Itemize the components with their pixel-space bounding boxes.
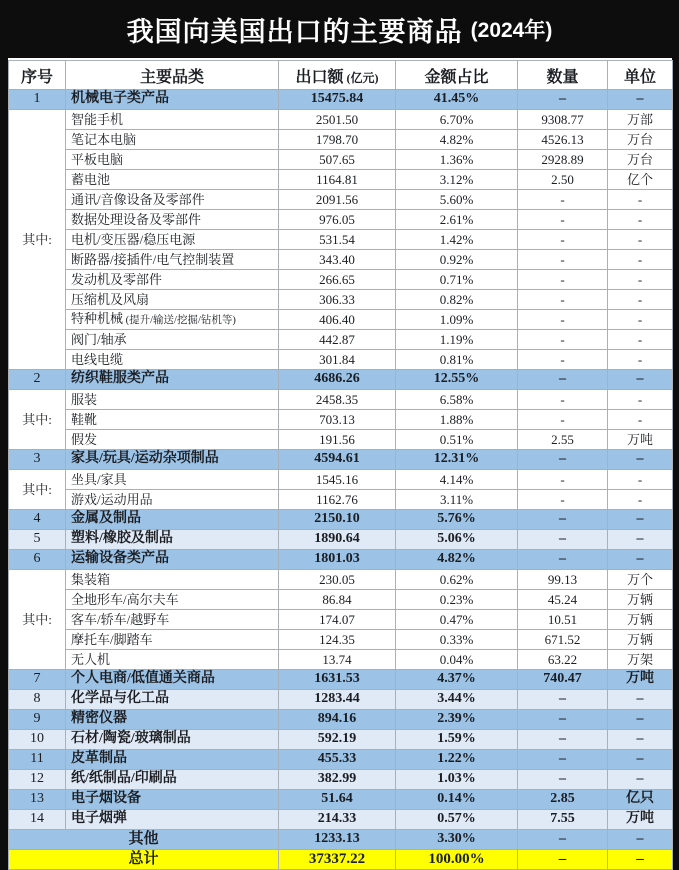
share-cell: 0.92% xyxy=(396,250,518,270)
unit-cell: – xyxy=(608,770,673,790)
quantity-cell: - xyxy=(518,270,608,290)
unit-cell: - xyxy=(608,230,673,250)
quantity-cell: - xyxy=(518,250,608,270)
table-row xyxy=(9,210,673,230)
group-label-cell: 其中: xyxy=(9,390,66,450)
unit-cell: 万台 xyxy=(608,150,673,170)
share-cell: 100.00% xyxy=(396,850,518,870)
unit-cell: - xyxy=(608,190,673,210)
table-row xyxy=(9,850,673,870)
share-cell: 0.14% xyxy=(396,790,518,810)
category-cell: 平板电脑 xyxy=(66,150,279,170)
table-row xyxy=(9,750,673,770)
quantity-cell: – xyxy=(518,690,608,710)
unit-cell: 万吨 xyxy=(608,670,673,690)
category-cell: 精密仪器 xyxy=(66,710,279,730)
category-cell: 坐具/家具 xyxy=(66,470,279,490)
quantity-cell: - xyxy=(518,190,608,210)
export-value-cell: 976.05 xyxy=(279,210,396,230)
share-cell: 0.04% xyxy=(396,650,518,670)
category-cell: 电子烟弹 xyxy=(66,810,279,830)
quantity-cell: - xyxy=(518,310,608,330)
quantity-cell: – xyxy=(518,550,608,570)
export-value-cell: 1631.53 xyxy=(279,670,396,690)
category-cell: 电线电缆 xyxy=(66,350,279,370)
unit-cell: - xyxy=(608,390,673,410)
unit-cell: – xyxy=(608,450,673,470)
seq-cell: 10 xyxy=(9,730,66,750)
unit-cell: 万辆 xyxy=(608,590,673,610)
export-value-cell: 191.56 xyxy=(279,430,396,450)
unit-cell: - xyxy=(608,250,673,270)
share-cell: 0.57% xyxy=(396,810,518,830)
seq-cell: 12 xyxy=(9,770,66,790)
export-value-cell: 592.19 xyxy=(279,730,396,750)
quantity-cell: - xyxy=(518,290,608,310)
col-header: 金额占比 xyxy=(396,61,518,90)
quantity-cell: - xyxy=(518,410,608,430)
quantity-cell: 10.51 xyxy=(518,610,608,630)
unit-cell: – xyxy=(608,830,673,850)
category-cell: 假发 xyxy=(66,430,279,450)
seq-cell: 8 xyxy=(9,690,66,710)
quantity-cell: 740.47 xyxy=(518,670,608,690)
table-row xyxy=(9,510,673,530)
export-value-cell: 1890.64 xyxy=(279,530,396,550)
export-value-cell: 703.13 xyxy=(279,410,396,430)
table-row xyxy=(9,650,673,670)
share-cell: 0.82% xyxy=(396,290,518,310)
export-value-cell: 531.54 xyxy=(279,230,396,250)
share-cell: 5.06% xyxy=(396,530,518,550)
col-header: 序号 xyxy=(9,61,66,90)
unit-cell: - xyxy=(608,490,673,510)
unit-cell: 万架 xyxy=(608,650,673,670)
unit-cell: – xyxy=(608,730,673,750)
unit-cell: – xyxy=(608,850,673,870)
table-row xyxy=(9,490,673,510)
category-cell: 纺织鞋服类产品 xyxy=(66,370,279,390)
export-value-cell: 1233.13 xyxy=(279,830,396,850)
table-row xyxy=(9,90,673,110)
export-value-cell: 442.87 xyxy=(279,330,396,350)
export-value-cell: 2150.10 xyxy=(279,510,396,530)
category-cell: 电子烟设备 xyxy=(66,790,279,810)
export-value-cell: 507.65 xyxy=(279,150,396,170)
quantity-cell: – xyxy=(518,770,608,790)
share-cell: 0.33% xyxy=(396,630,518,650)
unit-cell: - xyxy=(608,310,673,330)
seq-cell: 13 xyxy=(9,790,66,810)
export-value-cell: 894.16 xyxy=(279,710,396,730)
export-table xyxy=(8,60,673,870)
quantity-cell: - xyxy=(518,390,608,410)
category-cell: 笔记本电脑 xyxy=(66,130,279,150)
unit-cell: 万吨 xyxy=(608,810,673,830)
export-value-cell: 382.99 xyxy=(279,770,396,790)
category-cell: 全地形车/高尔夫车 xyxy=(66,590,279,610)
table-row xyxy=(9,570,673,590)
export-value-cell: 1801.03 xyxy=(279,550,396,570)
quantity-cell: – xyxy=(518,510,608,530)
share-cell: 1.42% xyxy=(396,230,518,250)
unit-cell: 万吨 xyxy=(608,430,673,450)
share-cell: 3.44% xyxy=(396,690,518,710)
quantity-cell: 99.13 xyxy=(518,570,608,590)
quantity-cell: – xyxy=(518,730,608,750)
seq-cell: 4 xyxy=(9,510,66,530)
quantity-cell: – xyxy=(518,750,608,770)
table-row xyxy=(9,710,673,730)
share-cell: 5.76% xyxy=(396,510,518,530)
table-body xyxy=(9,90,673,870)
table-row xyxy=(9,690,673,710)
seq-cell: 14 xyxy=(9,810,66,830)
category-cell: 皮革制品 xyxy=(66,750,279,770)
quantity-cell: - xyxy=(518,210,608,230)
col-header: 主要品类 xyxy=(66,61,279,90)
category-cell: 摩托车/脚踏车 xyxy=(66,630,279,650)
table-area xyxy=(8,58,672,867)
unit-cell: 万辆 xyxy=(608,630,673,650)
unit-cell: – xyxy=(608,370,673,390)
unit-cell: - xyxy=(608,330,673,350)
table-row xyxy=(9,470,673,490)
group-label-cell: 其中: xyxy=(9,470,66,510)
category-cell: 总计 xyxy=(9,850,279,870)
table-row xyxy=(9,170,673,190)
quantity-cell: - xyxy=(518,470,608,490)
quantity-cell: – xyxy=(518,530,608,550)
quantity-cell: 45.24 xyxy=(518,590,608,610)
seq-cell: 7 xyxy=(9,670,66,690)
share-cell: 2.39% xyxy=(396,710,518,730)
table-row xyxy=(9,370,673,390)
unit-cell: – xyxy=(608,710,673,730)
seq-cell: 1 xyxy=(9,90,66,110)
category-cell: 石材/陶瓷/玻璃制品 xyxy=(66,730,279,750)
share-cell: 12.31% xyxy=(396,450,518,470)
category-cell: 发动机及零部件 xyxy=(66,270,279,290)
table-row xyxy=(9,350,673,370)
table-header xyxy=(9,61,673,90)
export-value-cell: 2458.35 xyxy=(279,390,396,410)
category-cell: 其他 xyxy=(9,830,279,850)
quantity-cell: – xyxy=(518,710,608,730)
category-cell: 塑料/橡胶及制品 xyxy=(66,530,279,550)
share-cell: 0.71% xyxy=(396,270,518,290)
category-cell: 鞋靴 xyxy=(66,410,279,430)
share-cell: 0.51% xyxy=(396,430,518,450)
share-cell: 0.23% xyxy=(396,590,518,610)
table-row xyxy=(9,430,673,450)
share-cell: 6.58% xyxy=(396,390,518,410)
table-row xyxy=(9,290,673,310)
share-cell: 41.45% xyxy=(396,90,518,110)
category-cell: 化学品与化工品 xyxy=(66,690,279,710)
title-bar xyxy=(0,0,679,58)
table-row xyxy=(9,130,673,150)
col-header: 出口额 (亿元) xyxy=(279,61,396,90)
table-row xyxy=(9,190,673,210)
category-cell: 无人机 xyxy=(66,650,279,670)
share-cell: 2.61% xyxy=(396,210,518,230)
export-value-cell: 2501.50 xyxy=(279,110,396,130)
unit-cell: 亿只 xyxy=(608,790,673,810)
export-value-cell: 124.35 xyxy=(279,630,396,650)
table-row xyxy=(9,770,673,790)
unit-cell: 万台 xyxy=(608,130,673,150)
unit-cell: 万个 xyxy=(608,570,673,590)
unit-cell: – xyxy=(608,550,673,570)
table-row xyxy=(9,230,673,250)
table-row xyxy=(9,530,673,550)
category-cell: 断路器/接插件/电气控制装置 xyxy=(66,250,279,270)
share-cell: 4.82% xyxy=(396,550,518,570)
export-value-cell: 214.33 xyxy=(279,810,396,830)
category-cell: 纸/纸制品/印刷品 xyxy=(66,770,279,790)
table-row xyxy=(9,630,673,650)
quantity-cell: 2928.89 xyxy=(518,150,608,170)
share-cell: 5.60% xyxy=(396,190,518,210)
share-cell: 4.14% xyxy=(396,470,518,490)
group-label-cell: 其中: xyxy=(9,110,66,370)
seq-cell: 11 xyxy=(9,750,66,770)
share-cell: 3.12% xyxy=(396,170,518,190)
quantity-cell: 4526.13 xyxy=(518,130,608,150)
group-label-cell: 其中: xyxy=(9,570,66,670)
seq-cell: 9 xyxy=(9,710,66,730)
export-value-cell: 86.84 xyxy=(279,590,396,610)
export-value-cell: 306.33 xyxy=(279,290,396,310)
quantity-cell: 2.50 xyxy=(518,170,608,190)
unit-cell: - xyxy=(608,350,673,370)
share-cell: 1.36% xyxy=(396,150,518,170)
seq-cell: 5 xyxy=(9,530,66,550)
category-cell: 个人电商/低值通关商品 xyxy=(66,670,279,690)
category-cell: 通讯/音像设备及零部件 xyxy=(66,190,279,210)
seq-cell: 2 xyxy=(9,370,66,390)
page-title: 我国向美国出口的主要商品 xyxy=(126,16,463,47)
quantity-cell: – xyxy=(518,450,608,470)
category-cell: 运输设备类产品 xyxy=(66,550,279,570)
export-value-cell: 174.07 xyxy=(279,610,396,630)
quantity-cell: – xyxy=(518,830,608,850)
col-header: 数量 xyxy=(518,61,608,90)
quantity-cell: – xyxy=(518,850,608,870)
share-cell: 4.37% xyxy=(396,670,518,690)
category-cell: 金属及制品 xyxy=(66,510,279,530)
category-cell: 游戏/运动用品 xyxy=(66,490,279,510)
share-cell: 1.22% xyxy=(396,750,518,770)
table-row xyxy=(9,670,673,690)
unit-cell: - xyxy=(608,470,673,490)
table-row xyxy=(9,270,673,290)
table-row xyxy=(9,830,673,850)
seq-cell: 6 xyxy=(9,550,66,570)
table-row xyxy=(9,550,673,570)
unit-cell: – xyxy=(608,530,673,550)
export-value-cell: 301.84 xyxy=(279,350,396,370)
quantity-cell: – xyxy=(518,370,608,390)
share-cell: 4.82% xyxy=(396,130,518,150)
quantity-cell: - xyxy=(518,490,608,510)
export-value-cell: 13.74 xyxy=(279,650,396,670)
table-row xyxy=(9,150,673,170)
quantity-cell: 2.55 xyxy=(518,430,608,450)
category-cell: 蓄电池 xyxy=(66,170,279,190)
unit-cell: 万部 xyxy=(608,110,673,130)
table-row xyxy=(9,810,673,830)
table-row xyxy=(9,250,673,270)
unit-cell: – xyxy=(608,690,673,710)
category-note: (提升/输送/挖掘/钻机等) xyxy=(123,315,236,327)
unit-cell: – xyxy=(608,510,673,530)
unit-cell: - xyxy=(608,270,673,290)
table-row xyxy=(9,110,673,130)
unit-cell: – xyxy=(608,750,673,770)
category-cell: 电机/变压器/稳压电源 xyxy=(66,230,279,250)
export-value-cell: 1162.76 xyxy=(279,490,396,510)
table-row xyxy=(9,310,673,330)
table-row xyxy=(9,730,673,750)
export-value-cell: 266.65 xyxy=(279,270,396,290)
unit-cell: - xyxy=(608,410,673,430)
table-row xyxy=(9,330,673,350)
export-value-cell: 455.33 xyxy=(279,750,396,770)
category-cell: 家具/玩具/运动杂项制品 xyxy=(66,450,279,470)
table-row xyxy=(9,450,673,470)
quantity-cell: 7.55 xyxy=(518,810,608,830)
share-cell: 12.55% xyxy=(396,370,518,390)
unit-cell: 亿个 xyxy=(608,170,673,190)
export-value-cell: 230.05 xyxy=(279,570,396,590)
export-value-cell: 1164.81 xyxy=(279,170,396,190)
table-row xyxy=(9,610,673,630)
quantity-cell: - xyxy=(518,230,608,250)
unit-cell: - xyxy=(608,210,673,230)
category-cell: 服装 xyxy=(66,390,279,410)
share-cell: 0.81% xyxy=(396,350,518,370)
export-value-cell: 15475.84 xyxy=(279,90,396,110)
export-value-cell: 51.64 xyxy=(279,790,396,810)
share-cell: 0.47% xyxy=(396,610,518,630)
page-title-year: (2024年) xyxy=(470,19,553,42)
unit-cell: – xyxy=(608,90,673,110)
export-value-cell: 343.40 xyxy=(279,250,396,270)
export-value-cell: 1798.70 xyxy=(279,130,396,150)
export-value-cell: 1545.16 xyxy=(279,470,396,490)
quantity-cell: 9308.77 xyxy=(518,110,608,130)
quantity-cell: 2.85 xyxy=(518,790,608,810)
quantity-cell: - xyxy=(518,330,608,350)
table-row xyxy=(9,790,673,810)
export-value-cell: 2091.56 xyxy=(279,190,396,210)
table-row xyxy=(9,410,673,430)
category-cell: 阀门/轴承 xyxy=(66,330,279,350)
share-cell: 1.88% xyxy=(396,410,518,430)
header-row xyxy=(9,61,673,90)
category-cell: 智能手机 xyxy=(66,110,279,130)
quantity-cell: 63.22 xyxy=(518,650,608,670)
col-header-note: (亿元) xyxy=(343,70,379,85)
share-cell: 1.19% xyxy=(396,330,518,350)
col-header: 单位 xyxy=(608,61,673,90)
export-value-cell: 37337.22 xyxy=(279,850,396,870)
export-value-cell: 1283.44 xyxy=(279,690,396,710)
unit-cell: 万辆 xyxy=(608,610,673,630)
category-cell: 集装箱 xyxy=(66,570,279,590)
quantity-cell: 671.52 xyxy=(518,630,608,650)
quantity-cell: – xyxy=(518,90,608,110)
share-cell: 3.30% xyxy=(396,830,518,850)
category-cell: 客车/轿车/越野车 xyxy=(66,610,279,630)
unit-cell: - xyxy=(608,290,673,310)
quantity-cell: - xyxy=(518,350,608,370)
table-row xyxy=(9,390,673,410)
seq-cell: 3 xyxy=(9,450,66,470)
category-cell: 特种机械 (提升/输送/挖掘/钻机等) xyxy=(66,310,279,330)
share-cell: 0.62% xyxy=(396,570,518,590)
category-cell: 压缩机及风扇 xyxy=(66,290,279,310)
table-row xyxy=(9,590,673,610)
share-cell: 1.03% xyxy=(396,770,518,790)
category-cell: 数据处理设备及零部件 xyxy=(66,210,279,230)
export-value-cell: 4686.26 xyxy=(279,370,396,390)
share-cell: 1.09% xyxy=(396,310,518,330)
export-value-cell: 4594.61 xyxy=(279,450,396,470)
export-value-cell: 406.40 xyxy=(279,310,396,330)
share-cell: 1.59% xyxy=(396,730,518,750)
share-cell: 6.70% xyxy=(396,110,518,130)
category-cell: 机械电子类产品 xyxy=(66,90,279,110)
share-cell: 3.11% xyxy=(396,490,518,510)
